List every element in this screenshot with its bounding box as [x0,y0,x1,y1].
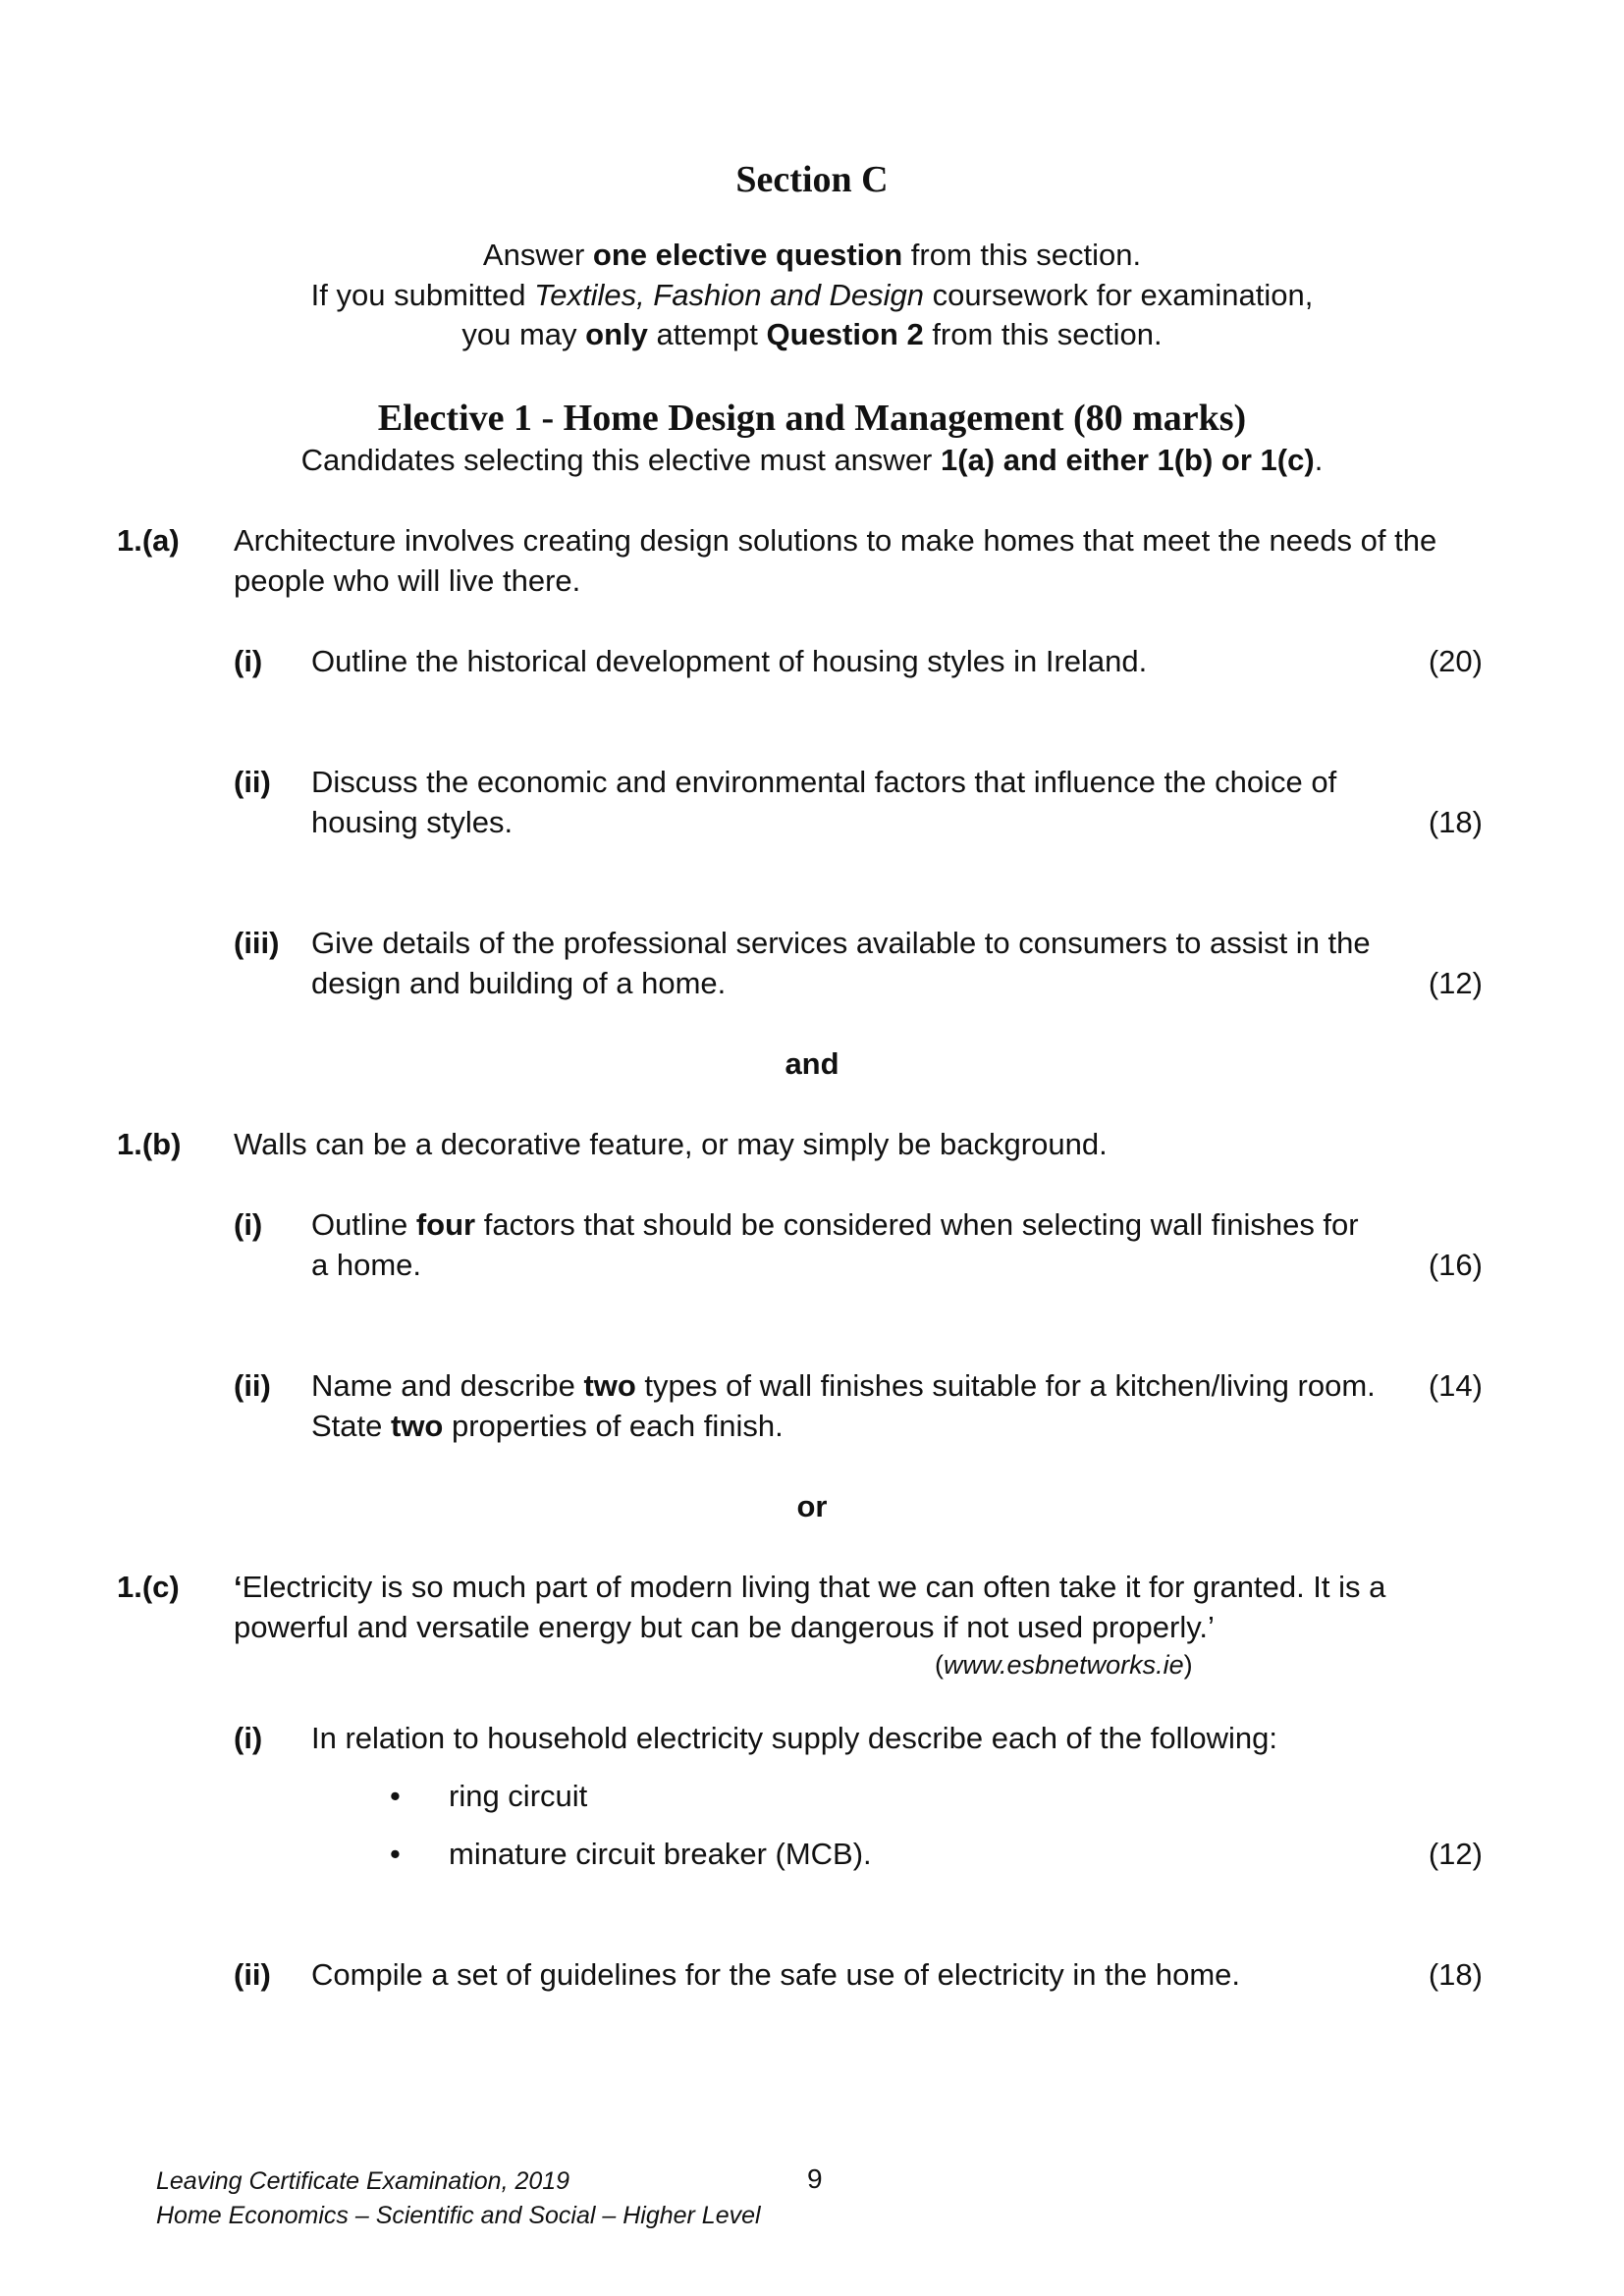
elective-note-text: Candidates selecting this elective must answer [300,443,941,477]
connector-and: and [785,1046,839,1081]
subpart-label-1a-i: (i) [234,644,263,678]
instruction-text: Answer [482,238,593,272]
instruction-text: attempt [647,317,767,351]
source-paren: ) [1183,1650,1193,1680]
subpart-label-1a-ii: (ii) [234,765,271,799]
subpart-label-1b-ii: (ii) [234,1368,271,1403]
quote-line [234,1568,1471,1608]
subpart-line: housing styles. [311,804,514,839]
subpart-line: Discuss the economic and environmental factors that influence the choice of [311,765,1337,799]
marks-1c-ii: (18) [1428,1957,1483,1992]
subpart-line-text: Name and describe [311,1368,584,1403]
quote-source [935,1648,1193,1683]
marks-1c-i: (12) [1428,1837,1483,1871]
footer-exam-title: Leaving Certificate Examination, 2019 [156,2167,570,2195]
subpart-line-text: Outline [311,1207,416,1242]
instruction-line-1 [0,236,1624,276]
subpart-text-1c-ii: Compile a set of guidelines for the safe use of electricity in the home. [311,1957,1240,1992]
instruction-emphasis: one elective question [592,238,903,272]
question-number-1a: 1.(a) [117,523,180,558]
subpart-line [311,1407,1386,1447]
subpart-line [311,1205,1386,1246]
subpart-emphasis: four [415,1207,476,1242]
subpart-line-text: factors that should be considered when selecting wall finishes for [475,1207,1359,1242]
instruction-emphasis: Question 2 [766,317,924,351]
footer-subject: Home Economics – Scientific and Social – Higher Level [156,2202,761,2229]
bullet-item: ring circuit [449,1779,588,1813]
bullet-icon: • [390,1779,401,1813]
instruction-italic: Textiles, Fashion and Design [534,278,925,312]
quote-mark: ‘ [234,1570,243,1604]
connector-or: or [796,1489,828,1523]
subpart-text-1b-i [311,1205,1386,1286]
elective-note-emphasis: 1(a) and either 1(b) or 1(c) [941,443,1315,477]
marks-1a-ii: (18) [1428,805,1483,839]
subpart-line: a home. [311,1247,422,1282]
subpart-line-text: State [311,1408,391,1443]
subpart-text-1a-iii [311,924,1386,1004]
instruction-text: you may [461,317,586,351]
quote-line: powerful and versatile energy but can be dangerous if not used properly.’ [234,1609,1215,1644]
question-1c-quote [234,1568,1471,1648]
subpart-emphasis: two [391,1408,444,1443]
instruction-line-3 [0,315,1624,355]
subpart-text-1b-ii [311,1366,1386,1447]
instruction-text: coursework for examination, [924,278,1314,312]
source-paren: ( [935,1650,944,1680]
marks-1a-i: (20) [1428,644,1483,678]
subpart-line: Give details of the professional services available to consumers to assist in the [311,926,1371,960]
instruction-text: from this section. [923,317,1163,351]
bullet-icon: • [390,1837,401,1871]
bullet-item: minature circuit breaker (MCB). [449,1837,872,1871]
subpart-text-1a-i: Outline the historical development of housing styles in Ireland. [311,644,1148,678]
subpart-line [311,1366,1386,1407]
subpart-label-1b-i: (i) [234,1207,263,1242]
page-number: 9 [807,2163,823,2194]
subpart-text-1c-i: In relation to household electricity supply describe each of the following: [311,1721,1277,1755]
marks-1b-i: (16) [1428,1248,1483,1282]
instruction-emphasis: only [585,317,648,351]
subpart-emphasis: two [583,1368,636,1403]
subpart-line-text: types of wall finishes suitable for a kitchen/living room. [635,1368,1376,1403]
stem-line: Architecture involves creating design solutions to make homes that meet the needs of the [234,523,1437,558]
elective-title: Elective 1 - Home Design and Management (80 marks) [377,398,1247,439]
question-1b-stem: Walls can be a decorative feature, or may simply be background. [234,1127,1108,1161]
elective-note-text: . [1314,443,1324,477]
question-1a-stem [234,521,1471,602]
elective-note [0,441,1624,481]
marks-1a-iii: (12) [1428,966,1483,1000]
instruction-text: from this section. [902,238,1142,272]
section-title: Section C [735,159,889,200]
marks-1b-ii: (14) [1428,1368,1483,1403]
stem-line: people who will live there. [234,562,581,598]
instruction-text: If you submitted [310,278,535,312]
subpart-line-text: properties of each finish. [443,1408,784,1443]
subpart-label-1c-ii: (ii) [234,1957,271,1992]
subpart-label-1a-iii: (iii) [234,926,280,960]
subpart-text-1a-ii [311,763,1386,843]
subpart-line: design and building of a home. [311,965,727,1000]
source-url: www.esbnetworks.ie [944,1650,1184,1680]
quote-text: Electricity is so much part of modern living that we can often take it for granted. It is a [242,1570,1386,1604]
question-number-1c: 1.(c) [117,1570,180,1604]
subpart-label-1c-i: (i) [234,1721,263,1755]
instruction-line-2 [0,276,1624,316]
question-number-1b: 1.(b) [117,1127,182,1161]
